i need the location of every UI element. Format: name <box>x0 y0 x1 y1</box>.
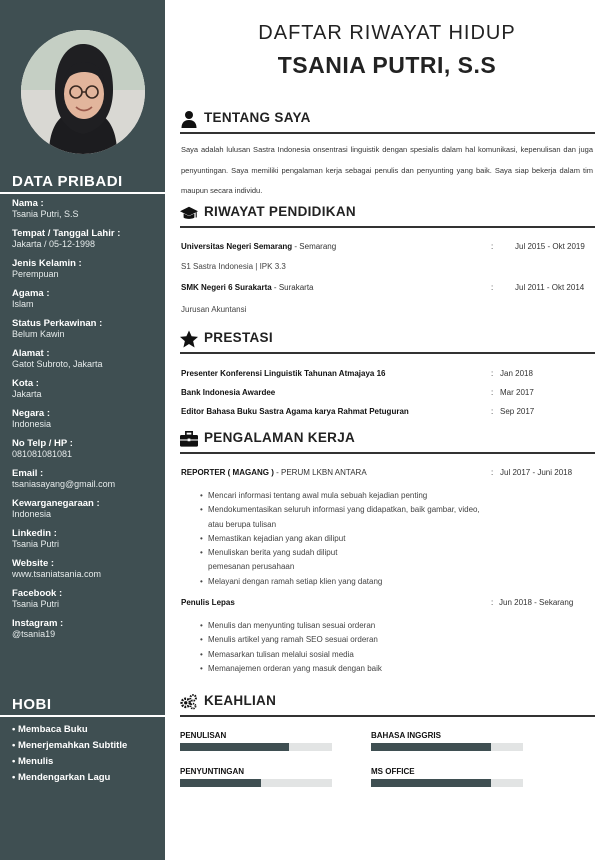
hobby-item: • Mendengarkan Lagu <box>12 772 111 783</box>
achievement-row <box>181 407 601 416</box>
job-task-list <box>203 619 533 676</box>
personal-value: Tsania Putri <box>12 599 60 609</box>
briefcase-icon <box>180 430 198 448</box>
skill-bar-fill <box>371 743 491 751</box>
about-section-header <box>180 108 595 134</box>
personal-value: Tsania Putri <box>12 539 60 549</box>
hobby-item: • Membaca Buku <box>12 724 88 735</box>
skill-name: PENYUNTINGAN <box>180 767 245 776</box>
personal-value: Islam <box>12 299 34 309</box>
personal-label: Linkedin : <box>12 528 57 539</box>
job-task: pemesanan perusahaan <box>208 562 295 572</box>
personal-data-divider <box>0 192 165 194</box>
document-title: DAFTAR RIWAYAT HIDUP <box>258 22 516 44</box>
achievement-name: Bank Indonesia Awardee <box>181 388 276 397</box>
personal-item-address <box>12 348 162 378</box>
achievements-section-header <box>180 328 595 354</box>
section-divider <box>180 226 595 228</box>
personal-item-birth <box>12 228 162 258</box>
education-date: Jul 2011 - Okt 2014 <box>515 283 585 292</box>
personal-value: Belum Kawin <box>12 329 65 339</box>
education-detail: Jurusan Akuntansi <box>181 305 247 314</box>
job-date: Jun 2018 - Sekarang <box>499 598 574 607</box>
job-task: • Menuliskan berita yang sudah diliput <box>203 546 533 560</box>
job-task: • Mendokumentasikan seluruh informasi yang didapatkan, baik gambar, video, <box>203 503 533 517</box>
about-text: Saya adalah lulusan Sastra Indonesia onsentrasi linguistik dengan spesialis dalam hal komunikasi, kepenulisan dan juga penyuntingan. Saya memiliki pengalaman kerja sebagai penulis dan penyunting yang baik. Saya siap bekerja dalam tim maupun secara individu. <box>181 145 593 195</box>
job-task: • Memastikan kejadian yang akan diliput <box>203 532 533 546</box>
colon: : <box>491 369 494 378</box>
school-name: Universitas Negeri Semarang <box>181 242 293 251</box>
hobby-item: • Menerjemahkan Subtitle <box>12 740 128 751</box>
personal-label: Nama : <box>12 198 44 209</box>
personal-data-heading: DATA PRIBADI <box>12 173 123 190</box>
skill-bar-fill <box>371 779 491 787</box>
hobby-list <box>12 722 127 786</box>
personal-value: www.tsaniatsania.com <box>12 569 102 579</box>
avatar-portrait <box>21 30 145 154</box>
school-name: SMK Negeri 6 Surakarta <box>181 283 272 292</box>
personal-item-gender <box>12 258 162 288</box>
job-task: • Melayani dengan ramah setiap klien yang datang <box>203 575 533 589</box>
skill-item <box>371 731 523 751</box>
job-role: Penulis Lepas <box>181 598 235 607</box>
experience-section-header <box>180 428 595 454</box>
school-place: - Surakarta <box>271 283 314 292</box>
skill-bar <box>180 779 332 787</box>
job-task: • Mencari informasi tentang awal mula sebuah kejadian penting <box>203 489 533 503</box>
personal-value: Perempuan <box>12 269 59 279</box>
achievement-date: Jan 2018 <box>500 369 533 378</box>
job-task: atau berupa tulisan <box>208 519 277 529</box>
colon: : <box>491 598 494 607</box>
colon: : <box>491 468 494 477</box>
achievement-date: Mar 2017 <box>500 388 534 397</box>
skill-name: BAHASA INGGRIS <box>371 731 441 740</box>
personal-item-marital <box>12 318 162 348</box>
skills-section-header <box>180 691 595 717</box>
skills-title: KEAHLIAN <box>204 693 277 708</box>
personal-label: Website : <box>12 558 55 569</box>
personal-item-facebook <box>12 588 162 618</box>
skill-name: MS OFFICE <box>371 767 415 776</box>
job-task: • Memasarkan tulisan melalui sosial media <box>203 648 533 662</box>
personal-value: Tsania Putri, S.S <box>12 209 79 219</box>
personal-value: Jakarta / 05-12-1998 <box>12 239 96 249</box>
job-date: Jul 2017 - Juni 2018 <box>500 468 573 477</box>
personal-label: Kewarganegaraan : <box>12 498 100 509</box>
main-content <box>165 0 609 860</box>
hobby-item: • Menulis <box>12 756 54 767</box>
job-organization: - PERUM LKBN ANTARA <box>273 468 367 477</box>
education-date: Jul 2015 - Okt 2019 <box>515 242 585 251</box>
skill-bar-fill <box>180 779 261 787</box>
personal-value: tsaniasayang@gmail.com <box>12 479 116 489</box>
skill-bar <box>371 743 523 751</box>
hobby-heading: HOBI <box>12 696 52 713</box>
colon: : <box>491 242 494 251</box>
personal-value: Gatot Subroto, Jakarta <box>12 359 103 369</box>
graduation-cap-icon <box>180 204 198 222</box>
personal-item-religion <box>12 288 162 318</box>
education-title: RIWAYAT PENDIDIKAN <box>204 204 356 219</box>
gears-icon <box>180 693 198 711</box>
personal-label: Alamat : <box>12 348 50 359</box>
personal-label: Negara : <box>12 408 51 419</box>
job-role: REPORTER ( MAGANG ) <box>181 468 274 477</box>
personal-value: Jakarta <box>12 389 42 399</box>
job-task-list <box>203 489 533 589</box>
personal-value: Indonesia <box>12 419 52 429</box>
education-row <box>181 283 601 292</box>
personal-item-phone <box>12 438 162 468</box>
personal-label: Tempat / Tanggal Lahir : <box>12 228 121 239</box>
skill-bar <box>371 779 523 787</box>
school-place: - Semarang <box>292 242 337 251</box>
achievement-row <box>181 369 601 378</box>
personal-item-instagram <box>12 618 162 648</box>
skill-item <box>180 767 332 787</box>
personal-label: Kota : <box>12 378 39 389</box>
skill-item <box>371 767 523 787</box>
personal-item-city <box>12 378 162 408</box>
personal-value: 081081081081 <box>12 449 73 459</box>
job-task: • Menulis artikel yang ramah SEO sesuai orderan <box>203 633 533 647</box>
about-title: TENTANG SAYA <box>204 110 311 125</box>
section-divider <box>180 132 595 134</box>
skill-bar <box>180 743 332 751</box>
personal-label: Facebook : <box>12 588 63 599</box>
section-divider <box>180 352 595 354</box>
education-section-header <box>180 202 595 228</box>
section-divider <box>180 452 595 454</box>
personal-item-country <box>12 408 162 438</box>
personal-value: Indonesia <box>12 509 52 519</box>
colon: : <box>491 283 494 292</box>
personal-label: Instagram : <box>12 618 64 629</box>
education-detail: S1 Sastra Indonesia | IPK 3.3 <box>181 262 286 271</box>
person-name: TSANIA PUTRI, S.S <box>277 52 497 78</box>
skill-item <box>180 731 332 751</box>
section-divider <box>180 715 595 717</box>
personal-item-website <box>12 558 162 588</box>
personal-label: No Telp / HP : <box>12 438 73 449</box>
personal-item-citizenship <box>12 498 162 528</box>
colon: : <box>491 388 494 397</box>
experience-title: PENGALAMAN KERJA <box>204 430 356 445</box>
sidebar <box>0 0 165 860</box>
achievement-date: Sep 2017 <box>500 407 535 416</box>
colon: : <box>491 407 494 416</box>
personal-item-name <box>12 198 162 228</box>
skill-name: PENULISAN <box>180 731 227 740</box>
achievements-title: PRESTASI <box>204 330 273 345</box>
profile-photo <box>21 30 145 154</box>
job-row <box>181 468 601 477</box>
star-icon <box>180 330 198 348</box>
person-icon <box>180 110 198 128</box>
personal-value: @tsania19 <box>12 629 56 639</box>
personal-item-email <box>12 468 162 498</box>
job-row <box>181 598 601 607</box>
personal-label: Status Perkawinan : <box>12 318 103 329</box>
personal-label: Jenis Kelamin : <box>12 258 82 269</box>
achievement-name: Editor Bahasa Buku Sastra Agama karya Rahmat Petuguran <box>181 407 409 416</box>
achievement-row <box>181 388 601 397</box>
personal-label: Email : <box>12 468 44 479</box>
hobby-divider <box>0 715 165 717</box>
achievement-name: Presenter Konferensi Linguistik Tahunan Atmajaya 16 <box>181 369 386 378</box>
job-task: • Memanajemen orderan yang masuk dengan baik <box>203 662 533 676</box>
personal-item-linkedin <box>12 528 162 558</box>
skill-bar-fill <box>180 743 289 751</box>
job-task: • Menulis dan menyunting tulisan sesuai orderan <box>203 619 533 633</box>
personal-data-list <box>12 198 162 648</box>
personal-label: Agama : <box>12 288 50 299</box>
education-row <box>181 242 601 251</box>
